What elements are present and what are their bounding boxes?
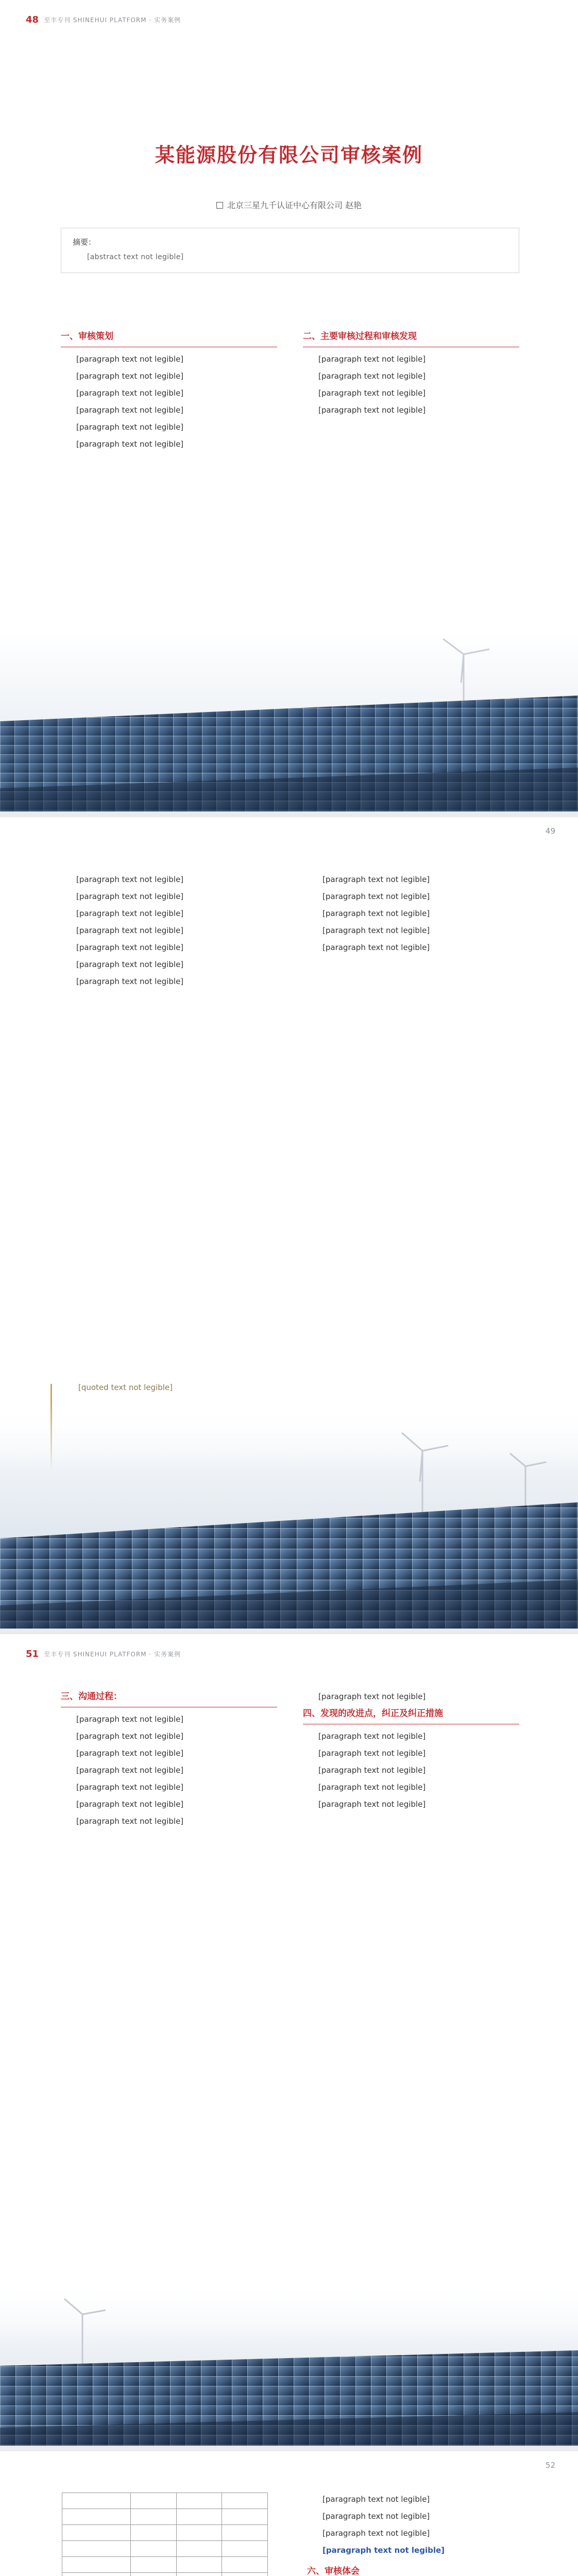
table-cell [176, 2557, 222, 2573]
table-row [62, 2525, 268, 2541]
column-left [61, 873, 287, 992]
column-right [307, 873, 523, 958]
page-4 [0, 2451, 578, 2576]
paragraph: [paragraph text not legible] [322, 892, 430, 901]
data-table-1 [62, 2493, 268, 2576]
paragraph: [paragraph text not legible] [76, 960, 184, 969]
paragraph: [paragraph text not legible] [318, 1692, 426, 1701]
table-cell [62, 2557, 131, 2573]
table-cell [222, 2525, 268, 2541]
paragraph: [paragraph text not legible] [76, 909, 184, 918]
paragraph: [paragraph text not legible] [76, 422, 184, 432]
paragraph: [paragraph text not legible] [76, 439, 184, 449]
paragraph: [paragraph text not legible] [318, 388, 426, 398]
table-cell [222, 2557, 268, 2573]
table-cell [131, 2541, 177, 2557]
abstract-label: 摘要： [73, 238, 96, 247]
paragraph: [paragraph text not legible] [318, 1749, 426, 1758]
header-text: 至丰专刊 SHINEHUI PLATFORM · 实务案例 [44, 16, 181, 24]
paragraph: [paragraph text not legible] [76, 1800, 184, 1809]
table-cell [222, 2509, 268, 2525]
paragraph: [paragraph text not legible] [76, 1715, 184, 1724]
solar-panels-image [0, 1404, 578, 1629]
page-3 [0, 1634, 578, 2446]
paragraph: [paragraph text not legible] [76, 926, 184, 935]
section-heading: 三、沟通过程： [61, 1690, 277, 1707]
column-right [307, 2493, 523, 2576]
pull-quote [63, 1381, 290, 1395]
table-row [62, 2557, 268, 2573]
page-header [26, 1647, 181, 1661]
page-number: 52 [545, 2461, 555, 2470]
paragraph: [paragraph text not legible] [76, 977, 184, 986]
table-cell [131, 2573, 177, 2576]
solar-panel-photo [0, 2278, 578, 2446]
solar-panel-photo [0, 1404, 578, 1629]
table-cell [131, 2557, 177, 2573]
paragraph: [paragraph text not legible] [322, 875, 430, 884]
header-page-number: 48 [26, 14, 39, 25]
paragraph: [paragraph text not legible] [318, 405, 426, 415]
table-cell [62, 2573, 131, 2576]
table-row [62, 2541, 268, 2557]
section-heading: 一、审核策划 [61, 330, 277, 347]
table-cell [222, 2541, 268, 2557]
paragraph: [paragraph text not legible] [76, 1766, 184, 1775]
paragraph: [paragraph text not legible] [76, 892, 184, 901]
paragraph: [paragraph text not legible] [322, 2546, 445, 2555]
paragraph: [paragraph text not legible] [76, 1817, 184, 1826]
author: 北京三星九千认证中心有限公司 赵艳 [227, 200, 362, 210]
solar-panels-image [0, 2278, 578, 2446]
table-cell [62, 2493, 131, 2509]
paragraph: [paragraph text not legible] [322, 926, 430, 935]
table-cell [176, 2509, 222, 2525]
table-cell [131, 2509, 177, 2525]
square-bullet-icon [216, 202, 223, 209]
table-cell [176, 2525, 222, 2541]
table-row [62, 2509, 268, 2525]
paragraph: [paragraph text not legible] [76, 405, 184, 415]
header-text: 至丰专刊 SHINEHUI PLATFORM · 实务案例 [44, 1650, 181, 1658]
section-heading: 二、主要审核过程和审核发现 [303, 330, 519, 347]
page-2 [0, 817, 578, 1629]
abstract-text: [abstract text not legible] [87, 253, 184, 261]
table-cell [222, 2573, 268, 2576]
paragraph: [paragraph text not legible] [318, 371, 426, 381]
page-number: 49 [545, 826, 555, 836]
abstract-box [61, 228, 519, 273]
paragraph: [paragraph text not legible] [76, 1749, 184, 1758]
table-row [62, 2573, 268, 2576]
page-header [26, 12, 181, 27]
page-1 [0, 0, 578, 811]
table-cell [176, 2573, 222, 2576]
table-cell [62, 2509, 131, 2525]
column-right [303, 330, 519, 420]
paragraph: [paragraph text not legible] [76, 943, 184, 952]
paragraph: [paragraph text not legible] [76, 875, 184, 884]
paragraph: [paragraph text not legible] [318, 1800, 426, 1809]
paragraph: [paragraph text not legible] [322, 2512, 430, 2521]
header-page-number: 51 [26, 1648, 39, 1659]
column-right [303, 1690, 519, 1815]
section-heading: 六、审核体会 [307, 2565, 523, 2576]
paragraph: [paragraph text not legible] [318, 1783, 426, 1792]
paragraph: [paragraph text not legible] [322, 2495, 430, 2504]
table-cell [131, 2525, 177, 2541]
solar-panel-photo [0, 634, 578, 811]
quote-text: [quoted text not legible] [78, 1383, 173, 1392]
paragraph: [paragraph text not legible] [76, 354, 184, 364]
column-left [61, 1690, 277, 1832]
paragraph: [paragraph text not legible] [322, 2529, 430, 2538]
table-cell [176, 2493, 222, 2509]
solar-panels-image [0, 634, 578, 811]
paragraph: [paragraph text not legible] [318, 1732, 426, 1741]
paragraph: [paragraph text not legible] [322, 909, 430, 918]
paragraph: [paragraph text not legible] [76, 371, 184, 381]
section-heading: 四、发现的改进点，纠正及纠正措施 [303, 1707, 519, 1724]
table-cell [62, 2541, 131, 2557]
table-cell [131, 2493, 177, 2509]
paragraph: [paragraph text not legible] [322, 943, 430, 952]
paragraph: [paragraph text not legible] [318, 1766, 426, 1775]
table-cell [222, 2493, 268, 2509]
paragraph: [paragraph text not legible] [76, 388, 184, 398]
page-title: 某能源股份有限公司审核案例 [155, 143, 423, 166]
paragraph: [paragraph text not legible] [76, 1783, 184, 1792]
table-cell [176, 2541, 222, 2557]
column-left [61, 330, 277, 454]
author-line [0, 199, 578, 211]
paragraph: [paragraph text not legible] [318, 354, 426, 364]
table-row [62, 2493, 268, 2509]
paragraph: [paragraph text not legible] [76, 1732, 184, 1741]
table-cell [62, 2525, 131, 2541]
